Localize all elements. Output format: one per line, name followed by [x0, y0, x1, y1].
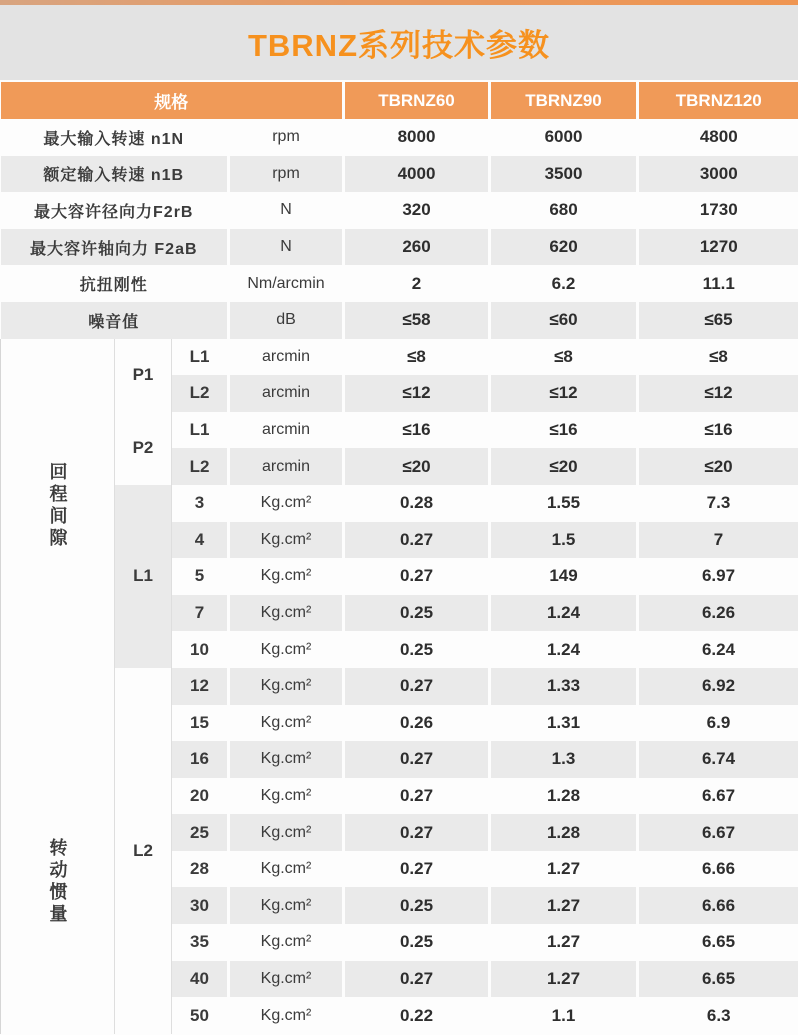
- cell-value: 1.33: [490, 668, 638, 705]
- header-tbrnz60: TBRNZ60: [344, 82, 490, 119]
- row-unit: Kg.cm²: [229, 778, 344, 815]
- cell-value: 680: [490, 192, 638, 229]
- row-unit: Kg.cm²: [229, 814, 344, 851]
- header-tbrnz90: TBRNZ90: [490, 82, 638, 119]
- row-name: 最大容许径向力F2rB: [1, 192, 229, 229]
- group-cell-p2: P2: [115, 412, 172, 485]
- row-unit: Kg.cm²: [229, 924, 344, 961]
- row-unit: rpm: [229, 156, 344, 193]
- ratio-cell: 35: [172, 924, 229, 961]
- header-spec: 规格: [1, 82, 344, 119]
- row-unit: Kg.cm²: [229, 668, 344, 705]
- group-cell-l1: L1: [115, 485, 172, 668]
- ratio-cell: 25: [172, 814, 229, 851]
- section-labels: [1, 339, 114, 1034]
- cell-value: 0.27: [344, 814, 490, 851]
- row-unit: Kg.cm²: [229, 741, 344, 778]
- table-row: [1, 156, 798, 193]
- cell-value: 4800: [699, 127, 738, 147]
- cell-value: ≤16: [704, 420, 733, 440]
- header-tbrnz120: TBRNZ120: [638, 82, 798, 119]
- page-title: TBRNZ系列技术参数: [247, 28, 551, 63]
- cell-value: 0.22: [344, 997, 490, 1034]
- cell-value: 7: [638, 522, 798, 559]
- cell-value: ≤16: [490, 412, 638, 449]
- cell-value: ≤20: [638, 448, 798, 485]
- cell-value: 0.25: [344, 631, 490, 668]
- cell-value: 320: [344, 192, 490, 229]
- row-unit: Kg.cm²: [229, 705, 344, 742]
- table-row: [1, 192, 798, 229]
- cell-value: 4000: [344, 156, 490, 193]
- ratio-cell: 50: [172, 997, 229, 1034]
- table-row: [1, 229, 798, 266]
- row-unit: Nm/arcmin: [229, 265, 344, 302]
- row-unit: Kg.cm²: [229, 961, 344, 998]
- cell-value: 1.27: [490, 924, 638, 961]
- cell-value: 0.27: [344, 961, 490, 998]
- cell-value: 0.25: [344, 887, 490, 924]
- table-row: [1, 668, 798, 705]
- cell-value: 149: [490, 558, 638, 595]
- table-row: [1, 119, 798, 156]
- cell-value: 1.27: [490, 961, 638, 998]
- row-unit: arcmin: [229, 448, 344, 485]
- cell-value: 6.24: [701, 639, 736, 659]
- ratio-cell: 16: [172, 741, 229, 778]
- cell-value: 1730: [699, 200, 738, 220]
- cell-value: 6.26: [638, 595, 798, 632]
- cell-value: 0.27: [344, 778, 490, 815]
- row-unit: N: [229, 229, 344, 266]
- cell-value: 6.2: [490, 265, 638, 302]
- level-cell: L1: [172, 339, 229, 376]
- cell-value: 6.3: [706, 1005, 731, 1025]
- row-unit: arcmin: [229, 375, 344, 412]
- row-unit: N: [229, 192, 344, 229]
- ratio-cell: 40: [172, 961, 229, 998]
- row-unit: Kg.cm²: [229, 485, 344, 522]
- row-unit: Kg.cm²: [229, 522, 344, 559]
- cell-value: 11.1: [702, 273, 735, 293]
- row-unit: arcmin: [229, 339, 344, 376]
- table-row: [1, 302, 798, 339]
- level-cell: L1: [172, 412, 229, 449]
- cell-value: 0.27: [344, 558, 490, 595]
- cell-value: 0.27: [344, 668, 490, 705]
- section-label-column: [1, 339, 115, 1034]
- cell-value: ≤8: [490, 339, 638, 376]
- row-unit: Kg.cm²: [229, 631, 344, 668]
- ratio-cell: 4: [172, 522, 229, 559]
- cell-value: 6.65: [701, 932, 736, 952]
- row-unit: arcmin: [229, 412, 344, 449]
- cell-value: 6.9: [706, 712, 731, 732]
- ratio-cell: 20: [172, 778, 229, 815]
- table-row: [1, 485, 798, 522]
- cell-value: 1.3: [490, 741, 638, 778]
- row-unit: Kg.cm²: [229, 595, 344, 632]
- cell-value: 1.28: [490, 814, 638, 851]
- table-row: [1, 339, 798, 376]
- cell-value: 2: [344, 265, 490, 302]
- backlash-section-label: 回程间隙: [47, 461, 68, 550]
- cell-value: 1.24: [490, 631, 638, 668]
- cell-value: ≤16: [344, 412, 490, 449]
- cell-value: ≤20: [490, 448, 638, 485]
- cell-value: ≤8: [344, 339, 490, 376]
- cell-value: 6.67: [701, 785, 736, 805]
- ratio-cell: 28: [172, 851, 229, 888]
- title-band: [0, 5, 798, 80]
- ratio-cell: 10: [172, 631, 229, 668]
- cell-value: 1.1: [490, 997, 638, 1034]
- cell-value: ≤8: [709, 346, 728, 366]
- cell-value: 0.28: [344, 485, 490, 522]
- cell-value: 1.31: [490, 705, 638, 742]
- row-name: 额定输入转速 n1B: [1, 156, 229, 193]
- cell-value: 1270: [638, 229, 798, 266]
- cell-value: ≤65: [638, 302, 798, 339]
- row-unit: Kg.cm²: [229, 558, 344, 595]
- cell-value: 8000: [344, 119, 490, 156]
- inertia-section-label: 转动惯量: [47, 837, 68, 926]
- row-name: 抗扭刚性: [1, 265, 229, 302]
- cell-value: 1.27: [490, 851, 638, 888]
- cell-value: 6.66: [701, 859, 736, 879]
- cell-value: ≤12: [638, 375, 798, 412]
- row-name: 最大输入转速 n1N: [1, 119, 229, 156]
- cell-value: 0.27: [344, 741, 490, 778]
- cell-value: 1.27: [490, 887, 638, 924]
- cell-value: 6.92: [638, 668, 798, 705]
- cell-value: 1.28: [490, 778, 638, 815]
- cell-value: 0.25: [344, 924, 490, 961]
- group-cell-l2: L2: [115, 668, 172, 1034]
- cell-value: 6.67: [638, 814, 798, 851]
- row-unit: Kg.cm²: [229, 887, 344, 924]
- cell-value: 6000: [490, 119, 638, 156]
- cell-value: 0.27: [344, 851, 490, 888]
- level-cell: L2: [172, 375, 229, 412]
- cell-value: 1.55: [490, 485, 638, 522]
- cell-value: 6.97: [701, 566, 736, 586]
- ratio-cell: 3: [172, 485, 229, 522]
- cell-value: 7.3: [706, 493, 731, 513]
- cell-value: 6.65: [638, 961, 798, 998]
- cell-value: ≤12: [344, 375, 490, 412]
- cell-value: 3500: [490, 156, 638, 193]
- cell-value: 1.5: [490, 522, 638, 559]
- row-unit: Kg.cm²: [229, 851, 344, 888]
- row-unit: rpm: [229, 119, 344, 156]
- row-unit: dB: [229, 302, 344, 339]
- level-cell: L2: [172, 448, 229, 485]
- row-unit: Kg.cm²: [229, 997, 344, 1034]
- cell-value: 260: [344, 229, 490, 266]
- cell-value: 0.25: [344, 595, 490, 632]
- cell-value: 1.24: [490, 595, 638, 632]
- cell-value: ≤12: [490, 375, 638, 412]
- ratio-cell: 5: [172, 558, 229, 595]
- table-row: [1, 412, 798, 449]
- row-name: 噪音值: [1, 302, 229, 339]
- cell-value: 6.74: [638, 741, 798, 778]
- cell-value: 6.66: [638, 887, 798, 924]
- ratio-cell: 7: [172, 595, 229, 632]
- spec-table: [0, 82, 798, 1034]
- table-row: [1, 265, 798, 302]
- ratio-cell: 12: [172, 668, 229, 705]
- cell-value: 620: [490, 229, 638, 266]
- table-header-row: [1, 82, 798, 119]
- ratio-cell: 30: [172, 887, 229, 924]
- cell-value: ≤58: [344, 302, 490, 339]
- cell-value: ≤20: [344, 448, 490, 485]
- cell-value: ≤60: [490, 302, 638, 339]
- cell-value: 0.26: [344, 705, 490, 742]
- cell-value: 3000: [638, 156, 798, 193]
- row-name: 最大容许轴向力 F2aB: [1, 229, 229, 266]
- ratio-cell: 15: [172, 705, 229, 742]
- group-cell-p1: P1: [115, 339, 172, 412]
- cell-value: 0.27: [344, 522, 490, 559]
